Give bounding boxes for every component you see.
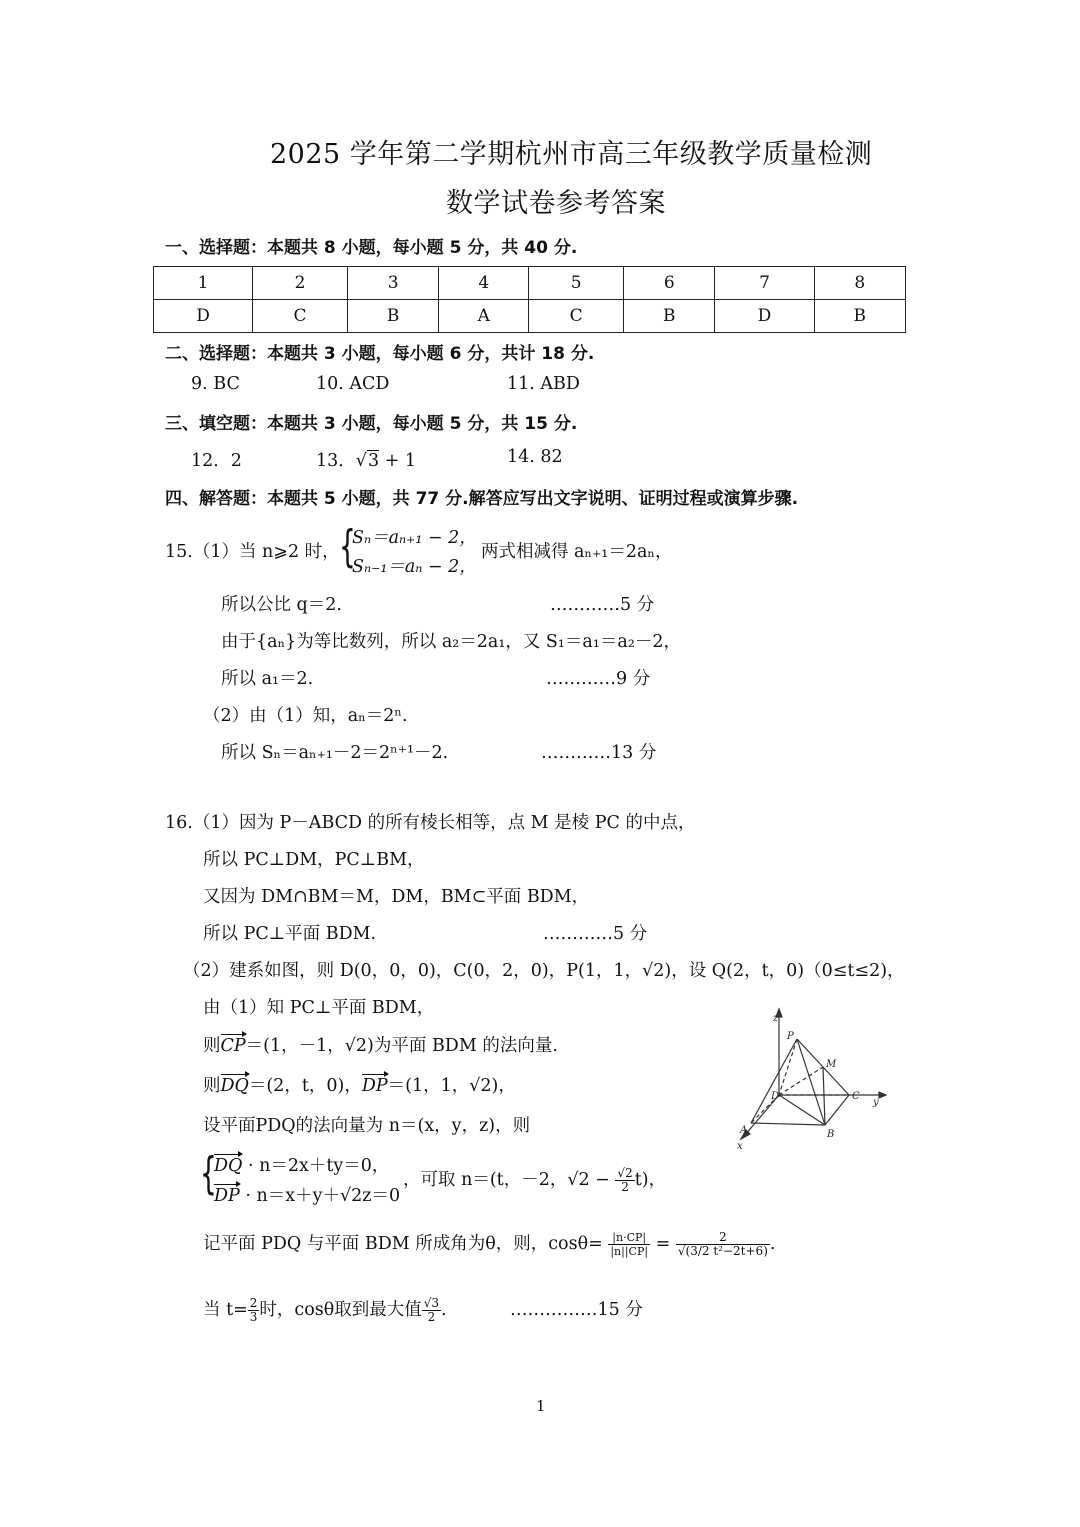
q16-line-7 bbox=[203, 1032, 558, 1057]
q15-line-3: 所以 a₁＝2. bbox=[221, 669, 314, 689]
q16-line-11-end: . bbox=[769, 1234, 776, 1254]
label-c: C bbox=[852, 1091, 860, 1102]
fraction-2-over-3 bbox=[248, 1297, 260, 1324]
fraction-denominator: 2 bbox=[427, 1310, 436, 1324]
fraction-numerator: 2 bbox=[249, 1296, 258, 1310]
label-y: y bbox=[873, 1097, 879, 1108]
q16-line-9: 设平面PDQ的法向量为 n＝(x，y，z)，则 bbox=[203, 1116, 531, 1136]
q16-line-4: 所以 PC⊥平面 BDM. bbox=[203, 924, 377, 944]
table-cell: B bbox=[347, 300, 438, 333]
section-heading-4: 四、解答题：本题共 5 小题，共 77 分.解答应写出文字说明、证明过程或演算步骤. bbox=[165, 489, 799, 509]
table-cell: A bbox=[439, 300, 529, 333]
fraction-denominator: 2 bbox=[621, 1180, 629, 1194]
q16-system-brace: { bbox=[200, 1148, 217, 1199]
equals-sign: = bbox=[655, 1234, 671, 1254]
q15-system-brace: { bbox=[339, 521, 356, 572]
q16-line-1: 16.（1）因为 P－ABCD 的所有棱长相等，点 M 是棱 PC 的中点， bbox=[165, 813, 696, 833]
q16-line-11-text: 记平面 PDQ 与平面 BDM 所成角为θ，则，cosθ= bbox=[203, 1234, 603, 1254]
table-row-numbers bbox=[154, 267, 906, 300]
section-heading-1: 一、选择题：本题共 8 小题，每小题 5 分，共 40 分. bbox=[165, 238, 578, 258]
q16-line-8-prefix: 则 bbox=[203, 1076, 221, 1096]
segment-dm bbox=[779, 1067, 823, 1095]
table-cell: B bbox=[814, 300, 905, 333]
table-cell: 7 bbox=[715, 267, 814, 300]
q15-line-2: 由于{aₙ}为等比数列，所以 a₂＝2a₁，又 S₁＝a₁＝a₂－2， bbox=[221, 632, 681, 652]
fraction-denominator: 3 bbox=[249, 1310, 258, 1324]
answer-10: 10. ACD bbox=[316, 374, 390, 394]
label-m: M bbox=[826, 1059, 837, 1070]
q15-score-1: …………5 分 bbox=[550, 595, 655, 615]
q16-line-7-rest: ＝(1，－1，√2)为平面 BDM 的法向量. bbox=[245, 1036, 558, 1056]
table-cell: 5 bbox=[529, 267, 624, 300]
cos-fraction-1-den: |n||CP| bbox=[610, 1245, 649, 1258]
fraction-numerator: √3 bbox=[423, 1296, 440, 1310]
q15-label: 15.（1）当 n⩾2 时， bbox=[165, 542, 340, 562]
pyramid-figure bbox=[725, 1005, 895, 1155]
q15-score-5: …………13 分 bbox=[541, 743, 657, 763]
page-number: 1 bbox=[536, 1397, 546, 1415]
vector-dq: DQ bbox=[220, 1076, 249, 1096]
cos-fraction-1 bbox=[608, 1231, 650, 1258]
q16-line-5: （2）建系如图，则 D(0，0，0)，C(0，2，0)，P(1，1，√2)，设 Q(2，t，0)（0≤t≤2)， bbox=[183, 961, 905, 981]
answer-14: 14. 82 bbox=[507, 447, 563, 467]
q15-line-1: 所以公比 q＝2. bbox=[221, 595, 342, 615]
answer-11: 11. ABD bbox=[507, 374, 580, 394]
q16-line-12 bbox=[203, 1296, 447, 1324]
vector-cp: CP bbox=[220, 1036, 246, 1056]
segment-bm bbox=[823, 1067, 825, 1125]
q16-system-line-2 bbox=[214, 1182, 400, 1207]
label-d: D bbox=[771, 1091, 780, 1102]
page-title: 2025 学年第二学期杭州市高三年级教学质量检测 bbox=[270, 139, 873, 170]
answer-13-prefix: 13． bbox=[316, 451, 356, 471]
edge-ab bbox=[751, 1123, 825, 1125]
q16-line-3: 又因为 DM∩BM＝M，DM，BM⊂平面 BDM， bbox=[203, 887, 590, 907]
q16-line-8 bbox=[203, 1072, 516, 1097]
table-cell: B bbox=[624, 300, 715, 333]
fraction-numerator: √2 bbox=[617, 1166, 633, 1180]
table-cell: D bbox=[154, 300, 253, 333]
page-subtitle: 数学试卷参考答案 bbox=[446, 188, 666, 219]
answer-13-radicand: 3 bbox=[367, 451, 380, 471]
vector-dp-sys: DP bbox=[214, 1186, 240, 1206]
label-x: x bbox=[737, 1141, 743, 1152]
q16-system-line-1 bbox=[214, 1152, 389, 1177]
q16-system-after bbox=[403, 1166, 666, 1194]
label-z: z bbox=[773, 1013, 779, 1024]
vector-dp: DP bbox=[361, 1076, 388, 1096]
edge-pa bbox=[751, 1039, 797, 1123]
q16-line-12-prefix: 当 t= bbox=[203, 1300, 248, 1320]
cos-fraction-2 bbox=[676, 1231, 770, 1258]
table-cell: D bbox=[715, 300, 814, 333]
q16-normal-vector-end: t)， bbox=[634, 1170, 667, 1190]
q16-score-4: …………5 分 bbox=[543, 924, 648, 944]
q16-line-8-mid: ＝(2，t，0)， bbox=[248, 1076, 362, 1096]
edge-pb bbox=[797, 1039, 825, 1125]
q15-score-3: …………9 分 bbox=[546, 669, 651, 689]
q15-line-4: （2）由（1）知，aₙ＝2ⁿ. bbox=[203, 706, 408, 726]
q16-normal-vector: ，可取 n＝(t，－2，√2 − bbox=[403, 1170, 610, 1190]
q15-after-system: 两式相减得 aₙ₊₁＝2aₙ， bbox=[481, 542, 673, 562]
table-cell: 1 bbox=[154, 267, 253, 300]
answer-12: 12．2 bbox=[191, 451, 242, 471]
q16-line-6: 由（1）知 PC⊥平面 BDM， bbox=[203, 998, 435, 1018]
fraction-sqrt2-over-2 bbox=[615, 1167, 634, 1194]
q16-line-12-end: . bbox=[441, 1300, 447, 1320]
q15-line-5: 所以 Sₙ＝aₙ₊₁－2＝2ⁿ⁺¹－2. bbox=[221, 743, 449, 763]
q16-system-eq-1: · n＝2x＋ty＝0， bbox=[242, 1156, 390, 1176]
table-row-answers bbox=[154, 300, 906, 333]
cos-fraction-2-num: 2 bbox=[676, 1231, 770, 1245]
section-heading-2: 二、选择题：本题共 3 小题，每小题 6 分，共计 18 分. bbox=[165, 344, 595, 364]
table-cell: 2 bbox=[253, 267, 348, 300]
q16-line-7-prefix: 则 bbox=[203, 1036, 221, 1056]
vector-dq-sys: DQ bbox=[214, 1156, 243, 1176]
q16-line-12-mid: 时，cosθ取到最大值 bbox=[259, 1300, 422, 1320]
table-cell: 4 bbox=[439, 267, 529, 300]
cos-fraction-2-den: √(3/2 t²−2t+6) bbox=[677, 1244, 768, 1258]
answer-9: 9. BC bbox=[191, 374, 240, 394]
q15-system-line-2: Sₙ₋₁＝aₙ − 2， bbox=[352, 557, 477, 577]
q16-line-2: 所以 PC⊥DM，PC⊥BM， bbox=[203, 850, 425, 870]
answer-13: 13．√3 + 1 bbox=[316, 451, 417, 471]
table-cell: 3 bbox=[347, 267, 438, 300]
label-p: P bbox=[787, 1031, 794, 1042]
label-b: B bbox=[827, 1129, 835, 1140]
q16-system-eq-2: · n＝x＋y＋√2z＝0 bbox=[239, 1186, 401, 1206]
q16-line-8-rest: ＝(1，1，√2)， bbox=[387, 1076, 516, 1096]
edge-bc bbox=[825, 1095, 849, 1125]
fraction-sqrt3-over-2 bbox=[422, 1297, 441, 1324]
section-heading-3: 三、填空题：本题共 3 小题，每小题 5 分，共 15 分. bbox=[165, 414, 578, 434]
edge-db bbox=[779, 1095, 825, 1125]
answer-table bbox=[153, 266, 906, 333]
q15-system-line-1: Sₙ＝aₙ₊₁ − 2， bbox=[352, 528, 477, 548]
cos-fraction-1-num: |n·CP| bbox=[608, 1231, 650, 1245]
y-arrow bbox=[879, 1092, 886, 1098]
label-a: A bbox=[740, 1125, 748, 1136]
table-cell: C bbox=[529, 300, 624, 333]
answer-13-suffix: + 1 bbox=[384, 451, 417, 471]
table-cell: 8 bbox=[814, 267, 905, 300]
q16-line-11 bbox=[203, 1230, 775, 1258]
table-cell: C bbox=[253, 300, 348, 333]
q16-score-12: ……………15 分 bbox=[510, 1300, 643, 1320]
table-cell: 6 bbox=[624, 267, 715, 300]
